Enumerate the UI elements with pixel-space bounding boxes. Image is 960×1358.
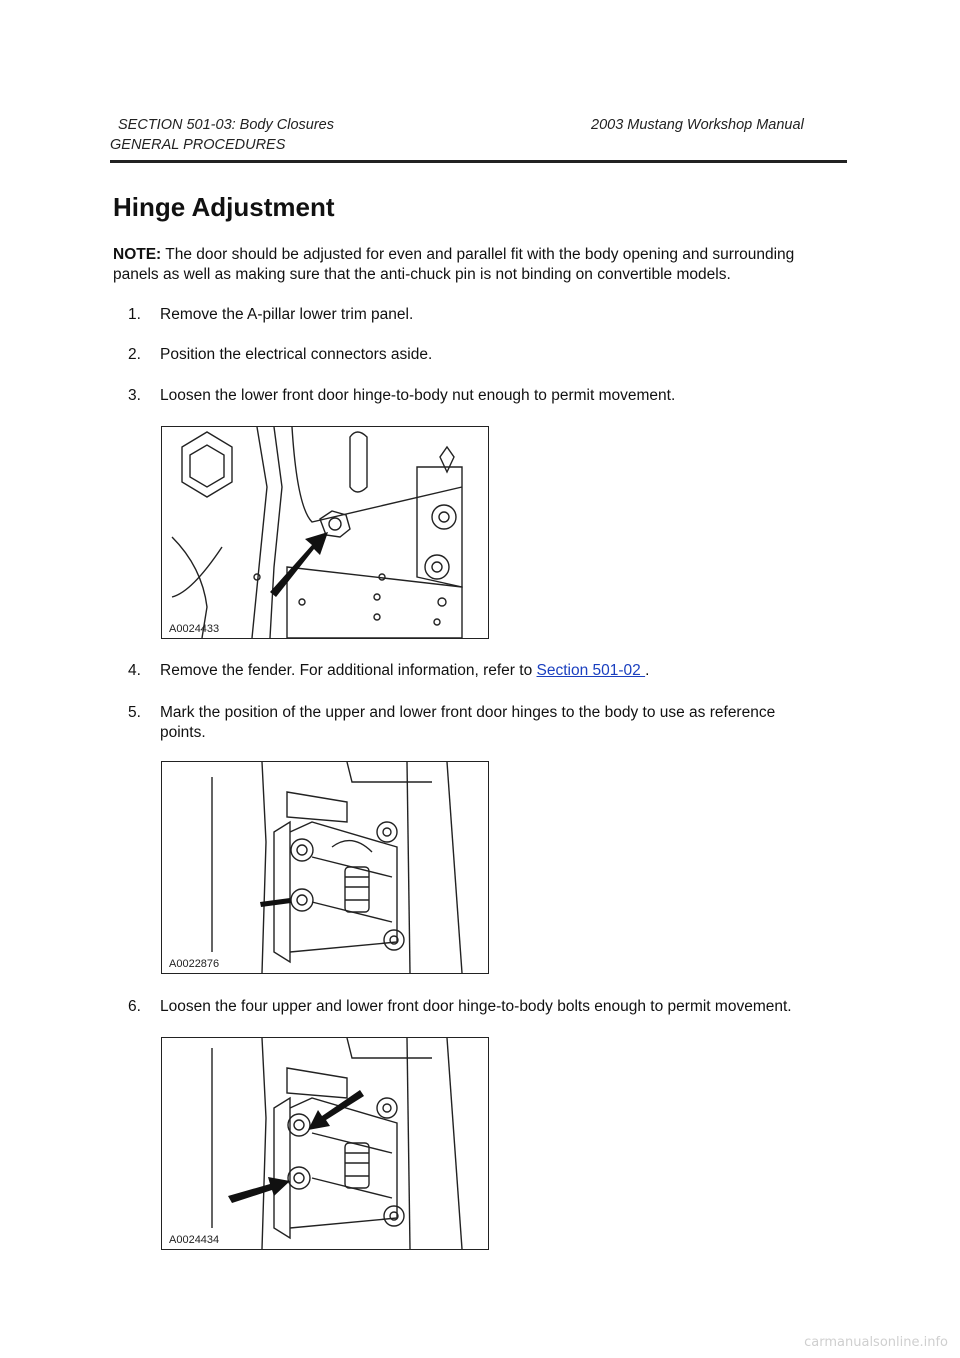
step-number: 4. xyxy=(128,662,141,679)
step-text: Loosen the lower front door hinge-to-body nut enough to permit movement. xyxy=(160,387,676,404)
figure-hinge-bolts xyxy=(161,1037,489,1250)
note-text: The door should be adjusted for even and parallel fit with the body opening and surrounding panels as well as making sure that the anti-chuck pin is not binding on convertible models. xyxy=(113,246,795,283)
step-text xyxy=(160,661,820,681)
step-number: 2. xyxy=(128,346,141,363)
step-text: Mark the position of the upper and lower front door hinges to the body to use as reference points. xyxy=(160,704,776,741)
step-text: Remove the A-pillar lower trim panel. xyxy=(160,306,414,323)
figure-hinge-mark xyxy=(161,761,489,974)
note-paragraph xyxy=(113,245,843,285)
step-text: Loosen the four upper and lower front door hinge-to-body bolts enough to permit movement. xyxy=(160,998,792,1015)
section-header: SECTION 501-03: Body Closures xyxy=(118,117,334,133)
manual-title: 2003 Mustang Workshop Manual xyxy=(591,117,804,133)
hinge-bolts-illustration xyxy=(162,1038,488,1249)
step-text: Position the electrical connectors aside. xyxy=(160,346,433,363)
section-501-02-link[interactable]: Section 501-02 xyxy=(536,662,646,679)
figure-label: A0022876 xyxy=(169,958,220,970)
figure-label: A0024434 xyxy=(169,1234,220,1246)
header-divider xyxy=(110,160,847,163)
page-title: Hinge Adjustment xyxy=(113,192,335,222)
watermark-footer: carmanualsonline.info xyxy=(804,1335,948,1350)
note-label: NOTE: xyxy=(113,246,162,263)
step-number: 3. xyxy=(128,387,141,404)
hinge-nut-illustration xyxy=(162,427,488,638)
step-text-after: . xyxy=(645,662,650,679)
hinge-mark-illustration xyxy=(162,762,488,973)
step-number: 1. xyxy=(128,306,141,323)
step-number: 5. xyxy=(128,704,141,721)
subsection-header: GENERAL PROCEDURES xyxy=(110,137,286,153)
step-text-before: Remove the fender. For additional information, refer to xyxy=(160,662,537,679)
step-number: 6. xyxy=(128,998,141,1015)
figure-hinge-nut xyxy=(161,426,489,639)
figure-label: A0024433 xyxy=(169,623,220,635)
